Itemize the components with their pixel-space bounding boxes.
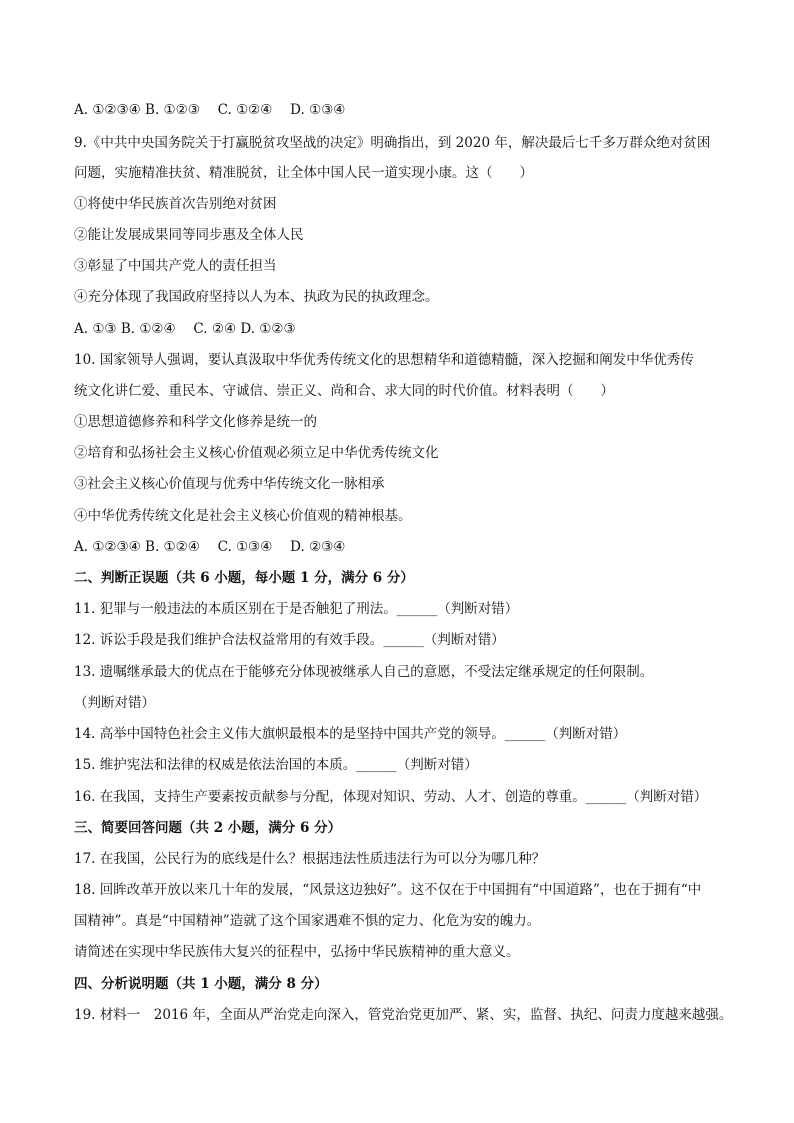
q17: 17. 在我国，公民行为的底线是什么？根据违法性质违法行为可以分为哪几种？	[74, 851, 546, 867]
q10-statement-2: ②培育和弘扬社会主义核心价值观必须立足中华优秀传统文化	[74, 445, 439, 461]
q9-statement-2: ②能让发展成果同等同步惠及全体人民	[74, 227, 304, 243]
q18-line-2: 国精神”。真是“中国精神”造就了这个国家遇难不惧的定力、化危为安的魄力。	[74, 913, 541, 929]
q9-statement-1: ①将使中华民族首次告别绝对贫困	[74, 196, 277, 212]
q10-stem-line-2: 统文化讲仁爱、重民本、守诚信、崇正义、尚和合、求大同的时代价值。材料表明（ ）	[74, 383, 614, 399]
q15: 15. 维护宪法和法律的权威是依法治国的本质。______（判断对错）	[74, 757, 478, 773]
q19-material-1: 19. 材料一 2016 年，全面从严治党走向深入，管党治党更加严、紧、实，监督、执纪、问责力度越来越强。	[74, 1007, 733, 1023]
section-3-heading: 三、简要回答问题（共 2 小题，满分 6 分）	[74, 820, 342, 836]
q11: 11. 犯罪与一般违法的本质区别在于是否触犯了刑法。______（判断对错）	[74, 601, 519, 617]
section-4-heading: 四、分析说明题（共 1 小题，满分 8 分）	[74, 976, 328, 992]
q9-stem-line-1: 9.《中共中央国务院关于打赢脱贫攻坚战的决定》明确指出，到 2020 年，解决最后七千多万群众绝对贫困	[74, 135, 711, 151]
q10-options: A. ①②③④ B. ①②④ C. ①③④ D. ②③④	[74, 539, 346, 555]
section-2-heading: 二、判断正误题（共 6 小题，每小题 1 分，满分 6 分）	[74, 570, 414, 586]
q10-statement-1: ①思想道德修养和科学文化修养是统一的	[74, 414, 317, 430]
q9-statement-3: ③彰显了中国共产党人的责任担当	[74, 258, 277, 274]
q9-statement-4: ④充分体现了我国政府坚持以人为本、执政为民的执政理念。	[74, 289, 439, 305]
q9-options: A. ①③ B. ①②④ C. ②④ D. ①②③	[74, 321, 296, 337]
q18-line-1: 18. 回眸改革开放以来几十年的发展，“风景这边独好”。这不仅在于中国拥有“中国道路”，也在于拥有“中	[74, 882, 702, 898]
q16: 16. 在我国，支持生产要素按贡献参与分配，体现对知识、劳动、人才、创造的尊重。______（判断对错）	[74, 789, 708, 805]
q12: 12. 诉讼手段是我们维护合法权益常用的有效手段。______（判断对错）	[74, 632, 505, 648]
q10-statement-4: ④中华优秀传统文化是社会主义核心价值观的精神根基。	[74, 508, 412, 524]
q14: 14. 高举中国特色社会主义伟大旗帜最根本的是坚持中国共产党的领导。______（判断对错）	[74, 726, 627, 742]
q13-line-2: （判断对错）	[74, 695, 155, 711]
q8-options: A. ①②③④ B. ①②③ C. ①②④ D. ①③④	[74, 102, 346, 118]
q9-stem-line-2: 问题，实施精准扶贫、精准脱贫，让全体中国人民一道实现小康。这（ ）	[74, 165, 533, 181]
q10-statement-3: ③社会主义核心价值现与优秀中华传统文化一脉相承	[74, 476, 385, 492]
q13-line-1: 13. 遗嘱继承最大的优点在于能够充分体现被继承人自己的意愿，不受法定继承规定的任何限制。	[74, 664, 654, 680]
q18-prompt: 请简述在实现中华民族伟大复兴的征程中，弘扬中华民族精神的重大意义。	[74, 944, 520, 960]
q10-stem-line-1: 10. 国家领导人强调，要认真汲取中华优秀传统文化的思想精华和道德精髓，深入挖掘和阐发中华优秀传	[74, 352, 694, 368]
